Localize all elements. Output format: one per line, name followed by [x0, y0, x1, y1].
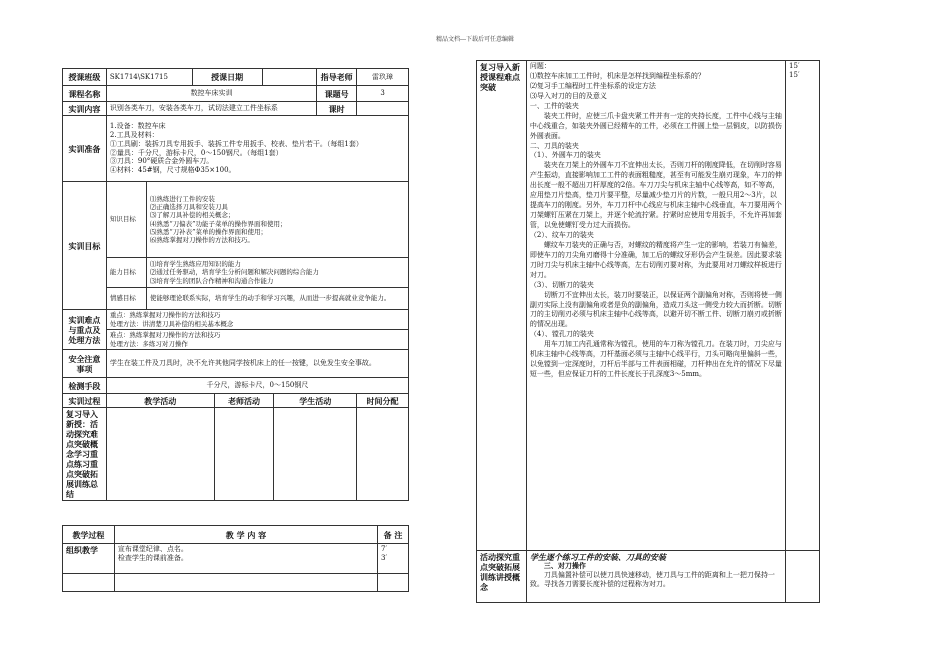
ability-item: ⑶培育学生的团队合作精神和沟通合作能力: [149, 276, 274, 285]
ability-list: [146, 258, 408, 288]
organize-note: 7′: [381, 545, 388, 553]
time-head: 时间分配: [357, 394, 409, 408]
knowledge-item: ⑷熟悉“刀偏表”功能子菜单的操作界面和使用；: [149, 219, 287, 228]
safety-text: 学生在装工件及刀具时，决不允许其他同学按机床上的任一按键，以免发生安全事故。: [106, 350, 408, 378]
subsection-heading: （2）、纹车刀的装夹: [529, 230, 594, 239]
class-value: SK1714\SK1715: [106, 69, 192, 86]
teacher-activity-head: 老师活动: [214, 394, 274, 408]
process-col-head: 教学过程: [63, 526, 115, 544]
course-label: 课程名称: [63, 86, 107, 102]
organize-content: [114, 544, 377, 574]
subsection-heading: （3）、切断刀的装夹: [529, 280, 594, 289]
goals-label: 实训目标: [63, 182, 107, 310]
organize-line: 检查学生的课前准备。: [117, 553, 188, 562]
time-note: 15′: [789, 70, 800, 79]
practice-title: 学生逐个练习工件的安装、刀具的安装: [529, 552, 666, 562]
check-label: 检测手段: [63, 378, 107, 394]
date-value: [262, 69, 317, 86]
knowledge-item: ⑸熟悉“刀补表”菜单的操作界面和使用；: [149, 227, 267, 236]
prep-line: ①工具刷：装拆刀具专用扳手、装拆工件专用扳手、校表、垫片若干。（每组1套）: [109, 139, 363, 148]
intro-notes: [786, 61, 820, 551]
ability-item: ⑵通过任务驱动，培育学生分析问题和解决问题的综合能力: [149, 268, 319, 277]
prep-line: 2.工具及材料：: [109, 131, 159, 139]
knowledge-item: ⑵正确选择刀具和安装刀具: [149, 203, 228, 212]
content-paragraph: 螺纹车刀装夹的正确与否，对螺纹的精度将产生一定的影响，若装刀有偏差，即使车刀的刀尖角刃磨得十分准确，加工后的螺纹牙形仍会产生误差。因此要求装刀时刀尖与机床主轴中心线等高，左右切削刃要对称，为此要用对刀螺纹样板进行对刀。: [529, 240, 782, 279]
lesson-plan-table: [62, 68, 409, 501]
keys-line: 难点：熟练掌握对刀操作的方法和技巧: [109, 331, 221, 340]
emotion-text: 使能够理论联系实际，培育学生的动手和学习兴趣，从而进一步提高就业竞争能力。: [146, 288, 408, 310]
teach-activity-cell: [106, 408, 214, 501]
practice-text: 刀具偏置补偿可以使刀具快速移动，使刀具与工件的距离和上一把刀保持一致。寻找各刀需要长度补偿的过程称为对刀。: [529, 570, 775, 588]
intro-content: [526, 61, 785, 551]
teacher-activity-cell: [214, 408, 274, 501]
knowledge-list: [146, 182, 408, 258]
content-value: 识别各类车刀，安装各类车刀，试切法建立工件坐标系: [106, 102, 316, 116]
hours-value: [357, 102, 409, 116]
prep-line: 1.设备：数控车床: [109, 122, 166, 131]
num-label: 课题号: [317, 86, 357, 102]
student-activity-cell: [274, 408, 357, 501]
practice-content: [526, 551, 785, 603]
content-line: ⑴数控车床加工工件时，机床是怎样找到编程坐标系的？: [529, 71, 705, 80]
ability-item: ⑴培育学生熟练应用知识的能力: [149, 260, 241, 269]
emotion-label: 情感目标: [106, 288, 146, 310]
knowledge-item: ⑴熟练进行工件的安装: [149, 195, 215, 204]
keys-difficulty: [106, 330, 408, 350]
date-label: 授课日期: [192, 69, 262, 86]
hours-label: 课时: [317, 102, 357, 116]
prep-line: ③刀具：90°硬质合金外圆车刀。: [109, 157, 214, 166]
keys-line: 重点：熟练掌握对刀操作的方法和技巧: [109, 311, 221, 320]
organize-label: 组织教学: [63, 544, 115, 574]
content-paragraph: 用车刀加工内孔通常称为镗孔，使用的车刀称为镗孔刀。在装刀时，刀尖应与机床主轴中心线等高，刀杆基面必须与主轴中心线平行，刀头可略向里偏斜一些，以免镗到一定深度时，刀杆后半部与工件表面相碰，刀杆伸出在允许的情况下尽量短一些，但应保证刀杆的工件长度长于孔深度3～5mm。: [529, 340, 782, 379]
practice-label: 活动探究重点突破拓展训练讲授概念: [477, 551, 527, 603]
right-table: [476, 60, 820, 603]
subsection-heading: （1）、外圆车刀的装夹: [529, 151, 601, 160]
organize-notes: [378, 544, 409, 574]
course-value: 数控车床实训: [106, 86, 316, 102]
prep-line: ④材料：45#钢，尺寸规格Φ35×100。: [109, 166, 236, 174]
subsection-heading: （4）、镗孔刀的装夹: [529, 330, 594, 339]
keys-line: 处理方法：多练习对刀操作: [109, 339, 188, 348]
teacher-label: 指导老师: [317, 69, 357, 86]
content-label: 实训内容: [63, 102, 107, 116]
process-rows-label: 复习导入新授：活动探究难点突破概念学习重点练习重点突破拓展训练总结: [63, 408, 107, 501]
ability-label: 能力目标: [106, 258, 146, 288]
content-line: 问题：: [529, 62, 551, 70]
practice-subheading: 三、对刀操作: [543, 561, 586, 570]
student-activity-head: 学生活动: [274, 394, 357, 408]
content-paragraph: 装夹工件时，应使三爪卡盘夹紧工件并有一定的夹持长度，工件中心线与主轴中心线重合，如装夹外圆已经精车的工件，必须在工件圆上垫一层铜皮，以防损伤外圆表面。: [529, 111, 782, 140]
time-note: 15′: [789, 62, 800, 70]
empty-cell: [114, 574, 377, 592]
teaching-process-table: [62, 525, 409, 592]
header-note: 精品文档---下载后可任意编辑: [435, 36, 515, 43]
keys-focus: [106, 310, 408, 330]
empty-cell: [378, 574, 409, 592]
process-label: 实训过程: [63, 394, 107, 408]
content-paragraph: 切断刀不宜伸出太长，装刀时要装正，以保证两个副偏角对称，否则将使一侧副刃实际上没有副偏角或者是负的副偏角，造成刀头这一侧受力较大而折断。切断刀的主切削刃必须与机床主轴中心线等高，以避开切不断工件、切断刀崩刃或折断的情况出现。: [529, 290, 782, 329]
practice-notes: [786, 551, 820, 603]
organize-note: 3′: [381, 553, 388, 562]
content-col-head: 教 学 内 容: [114, 526, 377, 544]
content-paragraph: 装夹在刀架上的外圆车刀不宜伸出太长，否则刀杆的刚度降低，在切削时容易产生振动，直接影响加工工件的表面粗糙度，甚至有可能发生崩刃现象，车刀的伸出长度一般不超出刀杆厚度的2倍。车刀刀尖与机床主轴中心线等高，如不等高，应用垫刀片垫高，垫刀片要平整，尽量减少垫刀片的片数，一般只用2～3片，以提高车刀的刚度。另外，车刀刀杆中心线应与机床主轴中心线垂直，车刀要用两个刀架螺钉压紧在刀架上，并逐个轮流拧紧。拧紧时应使用专用扳手，不允许再加套管，以免使螺钉受力过大而损伤。: [529, 161, 782, 229]
teach-activity-head: 教学活动: [106, 394, 214, 408]
teacher-value: 雷玖璋: [357, 69, 409, 86]
organize-line: 宣布课堂纪律、点名。: [117, 545, 188, 553]
intro-label: 复习导入新授课程难点突破: [477, 61, 527, 551]
section-heading: 一、工件的装夹: [529, 101, 579, 110]
knowledge-item: ⑹熟练掌握对刀操作的方法和技巧。: [149, 235, 254, 244]
section-heading: 二、刀具的装夹: [529, 141, 579, 150]
content-line: ⑵复习手工编程时工件坐标系的设定方法: [529, 81, 656, 90]
time-cell: [357, 408, 409, 501]
keys-line: 处理方法：讲清楚刀具补偿的相关基本概念: [109, 319, 234, 328]
content-line: ⑶导入对刀的目的及意义: [529, 91, 607, 100]
knowledge-label: 知识目标: [106, 182, 146, 258]
class-label: 授课班级: [63, 69, 107, 86]
prep-line: ②量具：千分尺，游标卡尺，0～150钢尺。（每组1套）: [109, 148, 283, 157]
safety-label: 安全注意事项: [63, 350, 107, 378]
knowledge-item: ⑶了解刀具补偿的相关概念；: [149, 211, 235, 220]
prep-label: 实训准备: [63, 116, 107, 182]
keys-label: 实训难点与重点及处理方法: [63, 310, 107, 350]
check-text: 千分尺，游标卡尺，0～150钢尺: [106, 378, 408, 394]
note-col-head: 备 注: [378, 526, 409, 544]
prep-content: [106, 116, 408, 182]
num-value: 3: [357, 86, 409, 102]
empty-cell: [63, 574, 115, 592]
